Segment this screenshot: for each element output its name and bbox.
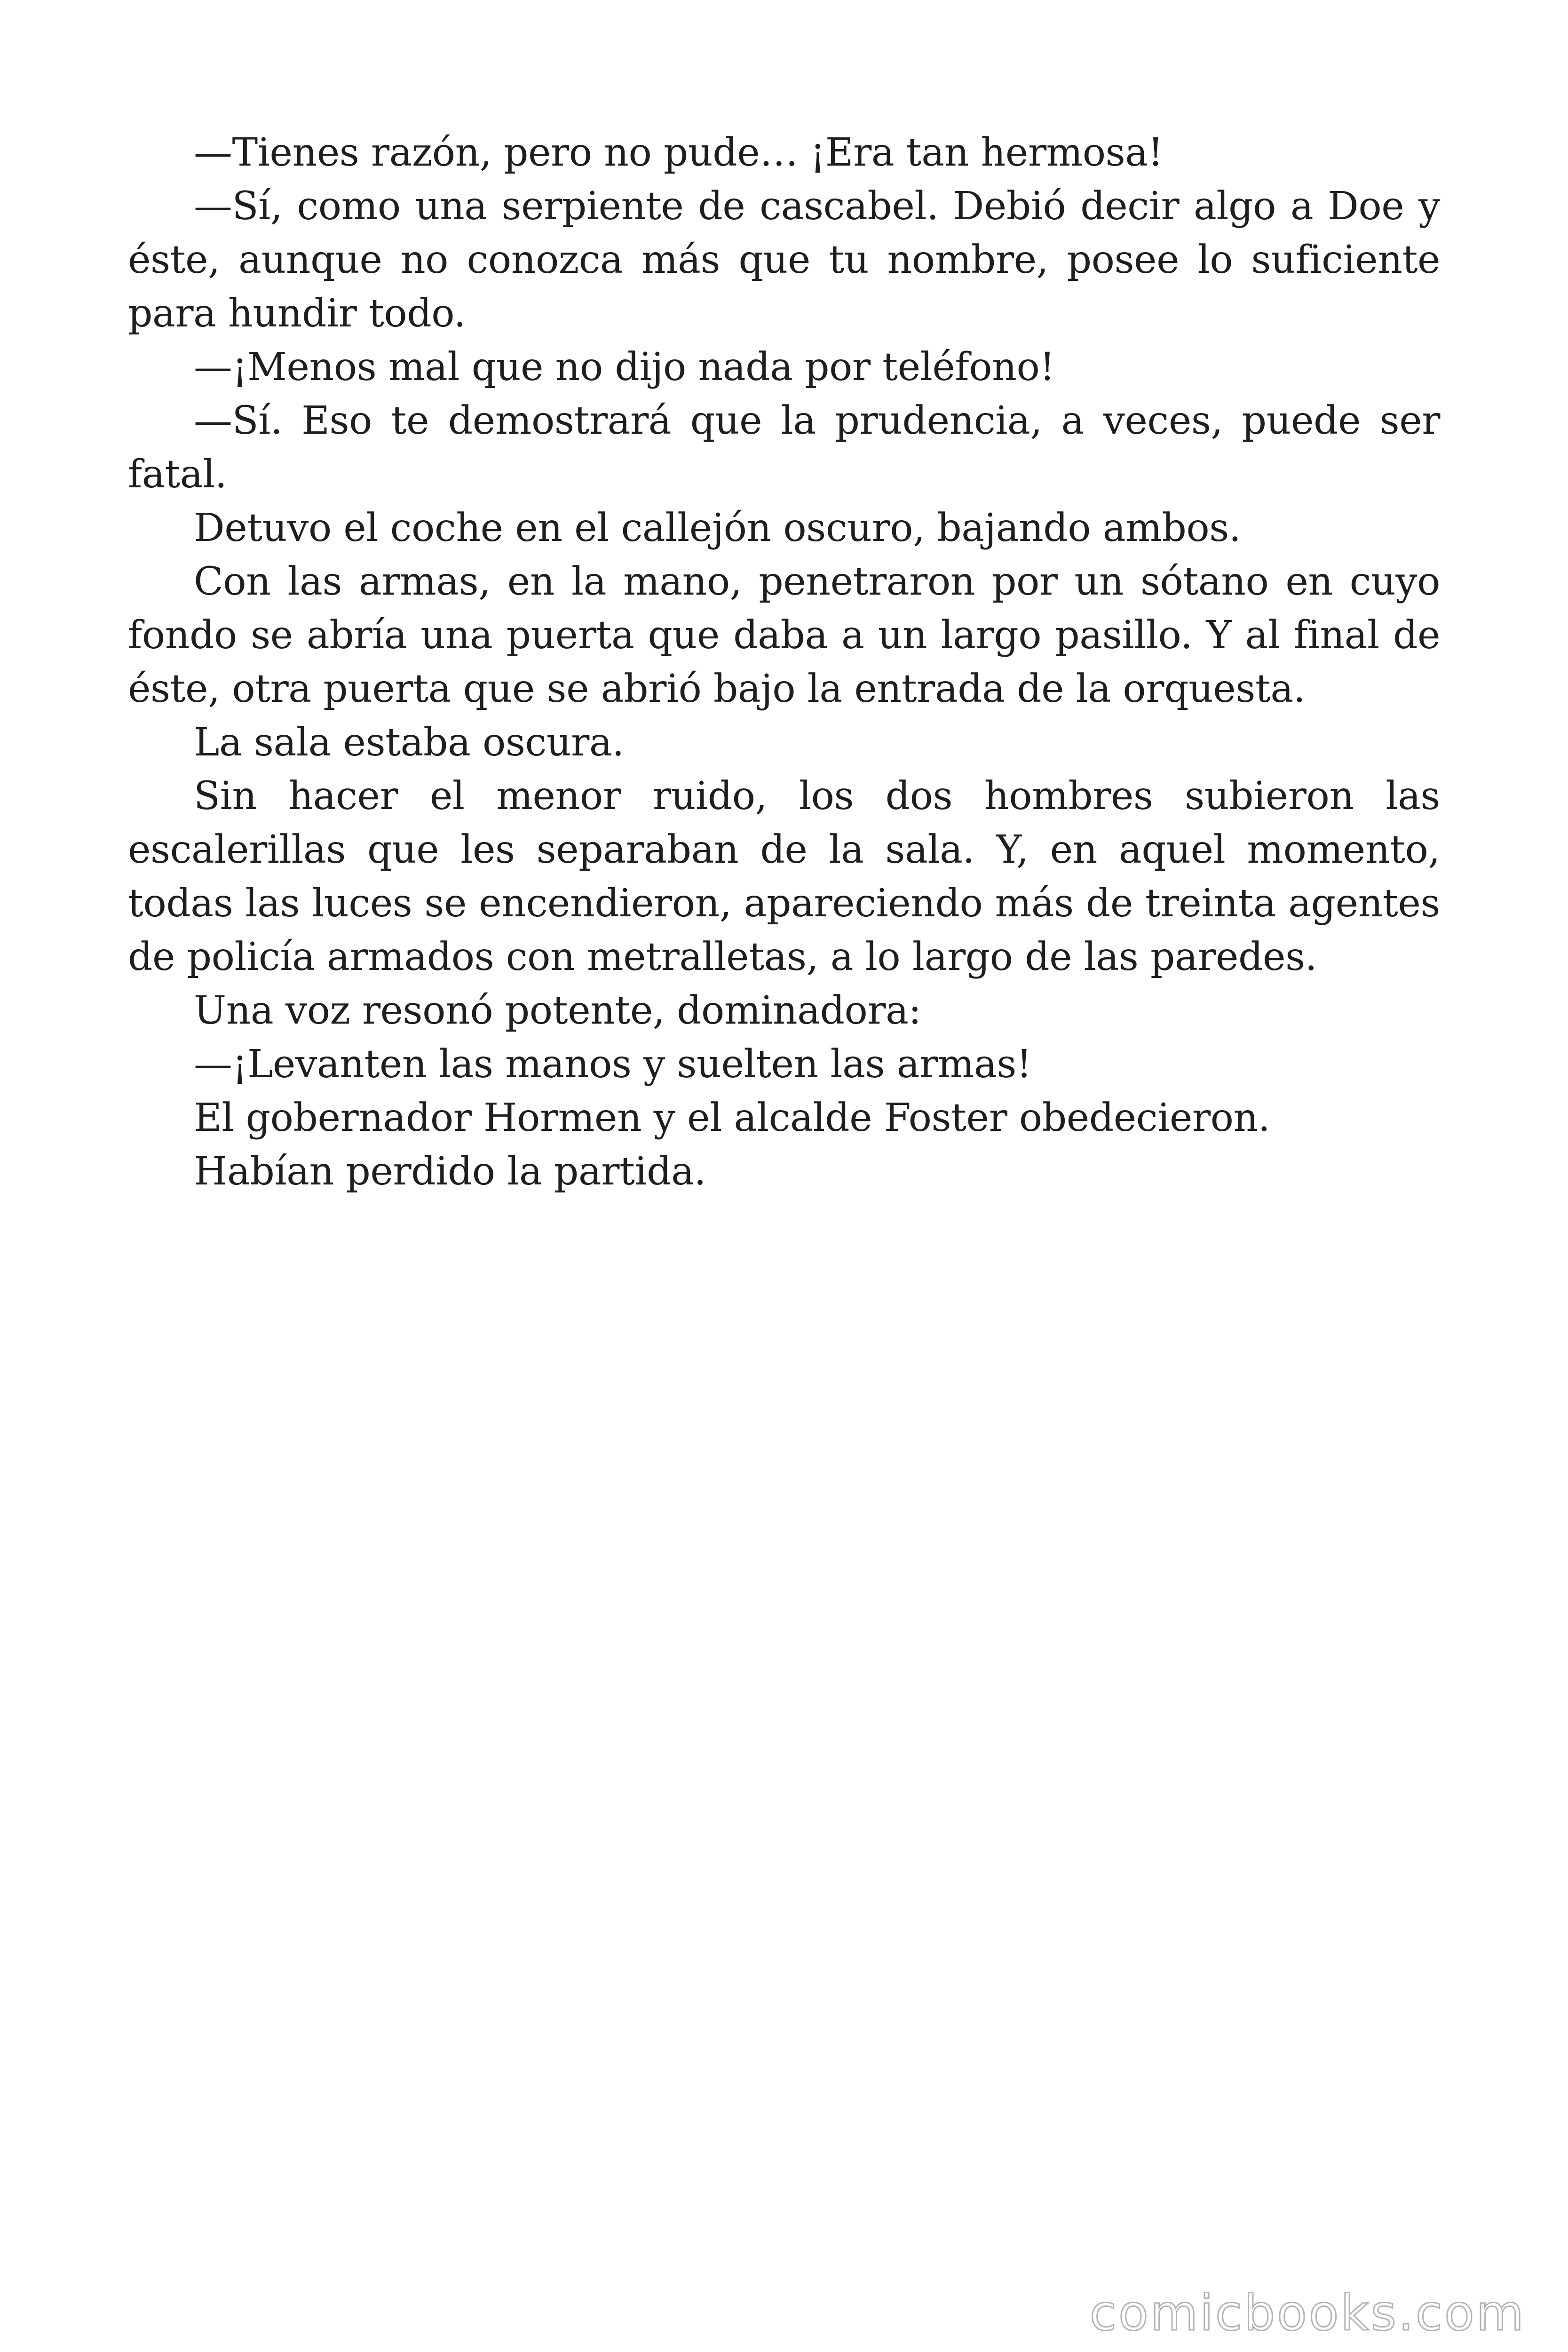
paragraph: Con las armas, en la mano, penetraron por un sótano en cuyo fondo se abría una puerta que daba a un largo pasillo. Y al final de éste, otra puerta que se abrió bajo la entrada de la orquesta. [128, 559, 1440, 711]
paragraph: La sala estaba oscura. [194, 720, 624, 765]
paragraph: —Tienes razón, pero no pude… ¡Era tan hermosa! [194, 130, 1164, 175]
paragraph: —Sí. Eso te demostrará que la prudencia, a veces, puede ser fatal. [128, 398, 1440, 497]
paragraph: Habían perdido la partida. [194, 1149, 706, 1194]
paragraph: Una voz resonó potente, dominadora: [194, 988, 921, 1033]
paragraph: Sin hacer el menor ruido, los dos hombres subieron las escalerillas que les separaban de la sala. Y, en aquel momento, todas las luces se encendieron, apareciendo más de treinta agentes de policía armados con metralletas, a lo largo de las paredes. [128, 774, 1440, 979]
paragraph: —Sí, como una serpiente de cascabel. Debió decir algo a Doe y éste, aunque no conozca más que tu nombre, posee lo suficiente para hundir todo. [128, 184, 1440, 336]
paragraph: —¡Menos mal que no dijo nada por teléfono! [194, 345, 1055, 389]
watermark: comicbooks.com [1089, 2284, 1526, 2342]
body-text [128, 126, 1440, 1199]
paragraph: El gobernador Hormen y el alcalde Foster obedecieron. [194, 1096, 1270, 1140]
paragraph: Detuvo el coche en el callejón oscuro, bajando ambos. [194, 506, 1241, 550]
paragraph: —¡Levanten las manos y suelten las armas! [194, 1042, 1032, 1087]
